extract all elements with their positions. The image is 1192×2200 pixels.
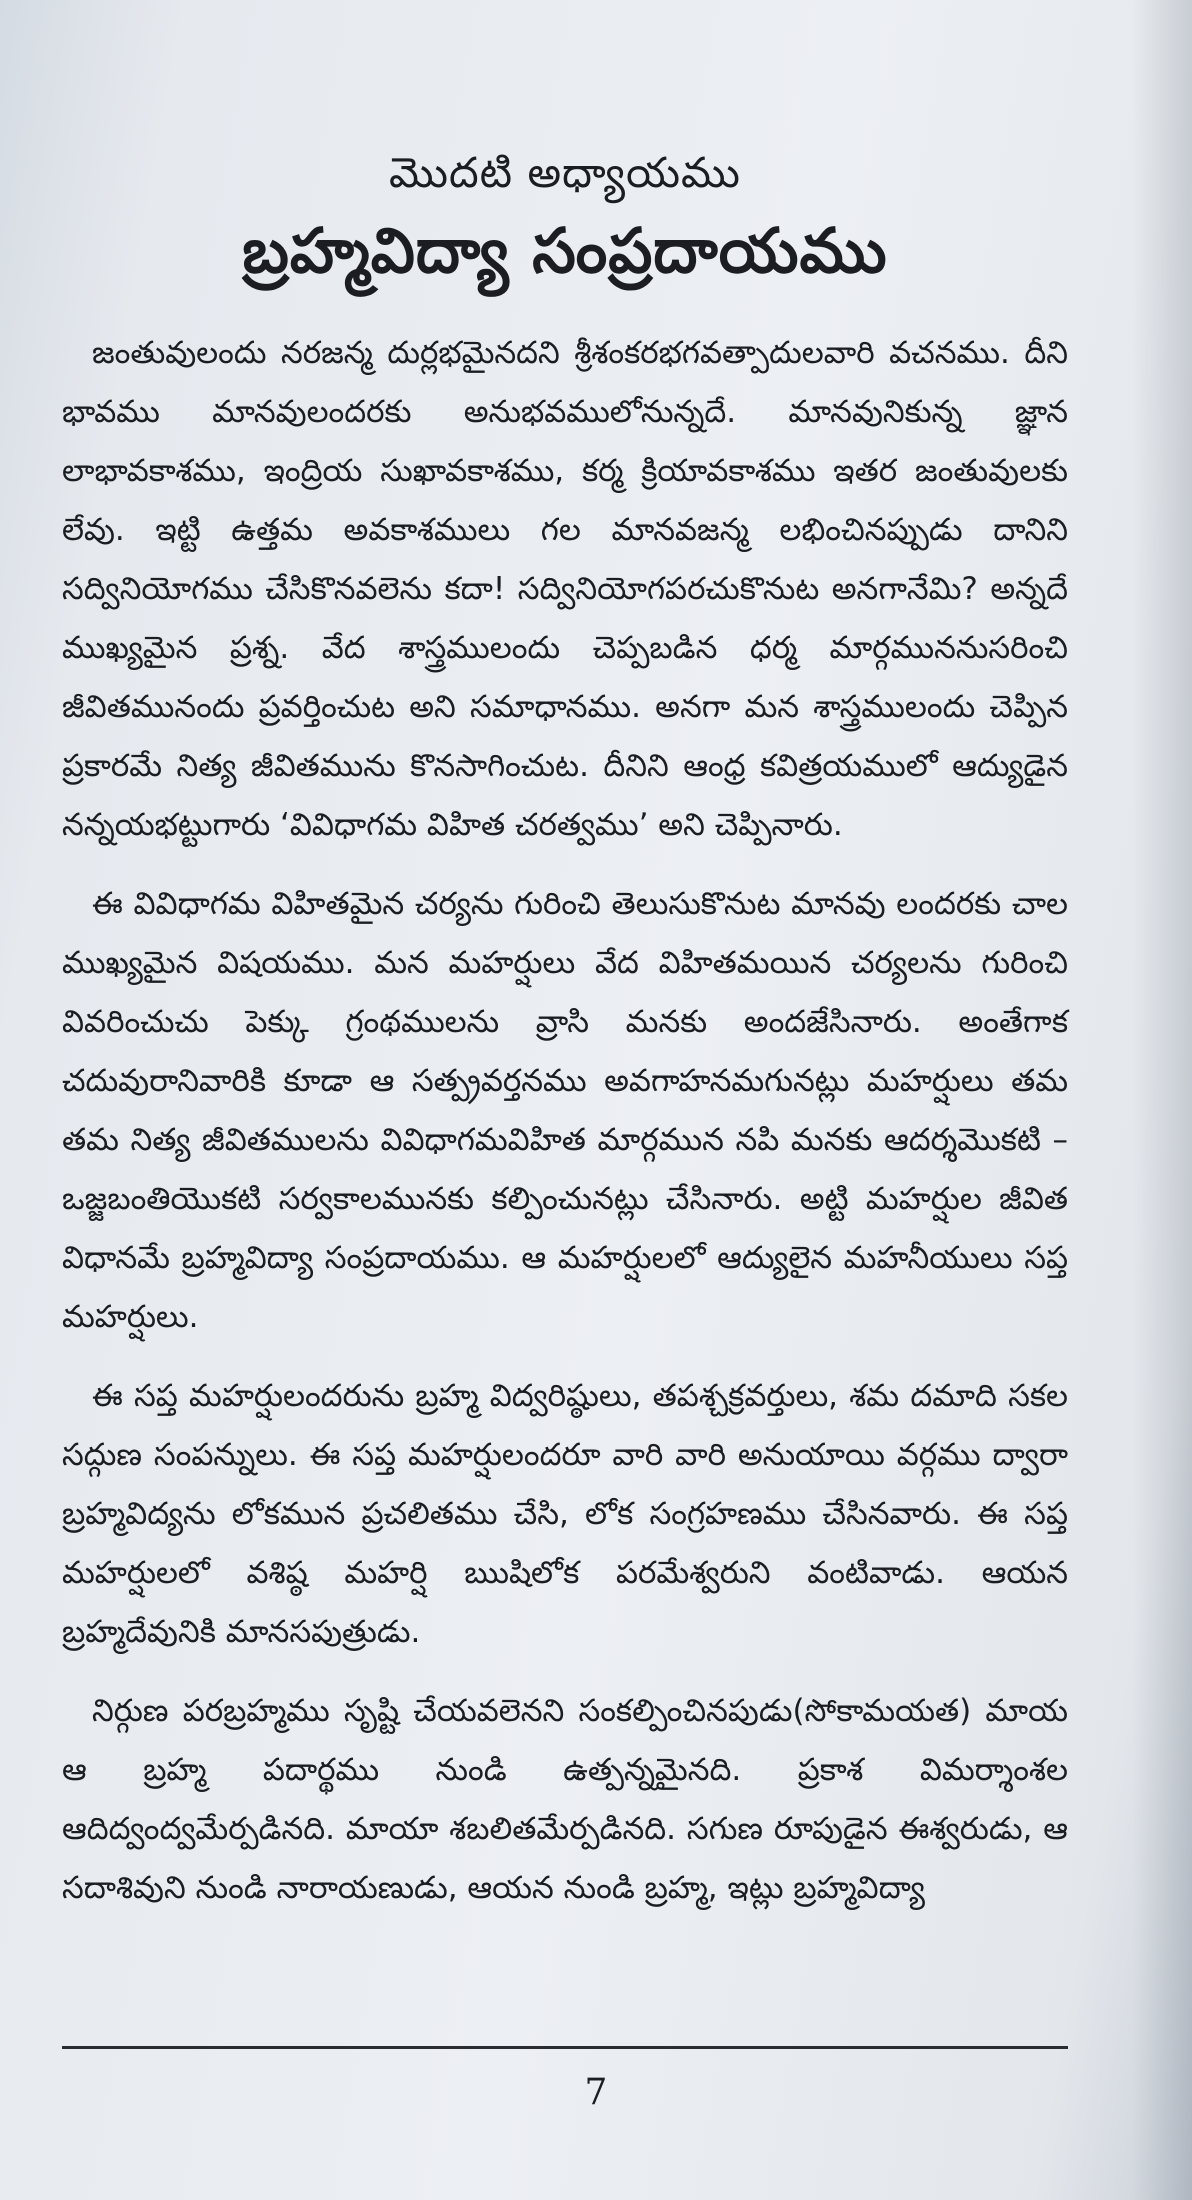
chapter-title: బ్రహ్మవిద్యా సంప్రదాయము <box>242 214 888 287</box>
paragraph-1: జంతువులందు నరజన్మ దుర్లభమైనదని శ్రీశంకరభగవత్పాదులవారి వచనము. దీని భావము మానవులందరకు అనుభవములోనున్నదే. మానవునికున్న జ్ఞాన లాభావకాశము, ఇంద్రియ సుఖావకాశము, కర్మ క్రియావకాశము ఇతర జంతువులకు లేవు. ఇట్టి ఉత్తమ అవకాశములు గల మానవజన్మ లభించినప్పుడు దానిని సద్వినియోగము చేసికొనవలెను కదా! సద్వినియోగపరచుకొనుట అనగానేమి? అన్నదే ముఖ్యమైన ప్రశ్న. వేద శాస్త్రములందు చెప్పబడిన ధర్మ మార్గముననుసరించి జీవితమునందు ప్రవర్తించుట అని సమాధానము. అనగా మన శాస్త్రములందు చెప్పిన ప్రకారమే నిత్య జీవితమును కొనసాగించుట. దీనిని ఆంధ్ర కవిత్రయములో ఆద్యుడైన నన్నయభట్టుగారు ‘వివిధాగమ విహిత చరత్వము’ అని చెప్పినారు. <box>62 335 1068 843</box>
footer-rule <box>62 2046 1068 2049</box>
paragraph-4: నిర్గుణ పరబ్రహ్మము సృష్టి చేయవలెనని సంకల్పించినపుడు(సోకామయత) మాయ ఆ బ్రహ్మ పదార్థము నుండి ఉత్పన్నమైనది. ప్రకాశ విమర్శాంశల ఆదిద్వంద్వమేర్పడినది. మాయా శబలితమేర్పడినది. సగుణ రూపుడైన ఈశ్వరుడు, ఆ సదాశివుని నుండి నారాయణుడు, ఆయన నుండి బ్రహ్మ, ఇట్లు బ్రహ్మవిద్యా <box>62 1693 1068 1906</box>
chapter-label: మొదటి అధ్యాయము <box>389 148 741 197</box>
paragraph-2: ఈ వివిధాగమ విహితమైన చర్యను గురించి తెలుసుకొనుట మానవు లందరకు చాల ముఖ్యమైన విషయము. మన మహర్షులు వేద విహితమయిన చర్యలను గురించి వివరించుచు పెక్కు గ్రంథములను వ్రాసి మనకు అందజేసినారు. అంతేగాక చదువురానివారికి కూడా ఆ సత్ప్రవర్తనము అవగాహనమగునట్లు మహర్షులు తమ తమ నిత్య జీవితములను వివిధాగమవిహిత మార్గమున నపి మనకు ఆదర్శమొకటి – ఒజ్జబంతియొకటి సర్వకాలమునకు కల్పించునట్లు చేసినారు. అట్టి మహర్షుల జీవిత విధానమే బ్రహ్మవిద్యా సంప్రదాయము. ఆ మహర్షులలో ఆద్యులైన మహనీయులు సప్త మహర్షులు. <box>62 886 1068 1335</box>
page-body <box>62 148 1068 1938</box>
page-number: 7 <box>584 2072 608 2113</box>
paragraph-3: ఈ సప్త మహర్షులందరును బ్రహ్మ విద్వరిష్ఠులు, తపశ్చక్రవర్తులు, శమ దమాది సకల సద్గుణ సంపన్నులు. ఈ సప్త మహర్షులందరూ వారి వారి అనుయాయి వర్గము ద్వారా బ్రహ్మవిద్యను లోకమున ప్రచలితము చేసి, లోక సంగ్రహణము చేసినవారు. ఈ సప్త మహర్షులలో వశిష్ఠ మహర్షి ఋషిలోక పరమేశ్వరుని వంటివాడు. ఆయన బ్రహ్మదేవునికి మానసపుత్రుడు. <box>62 1378 1068 1650</box>
